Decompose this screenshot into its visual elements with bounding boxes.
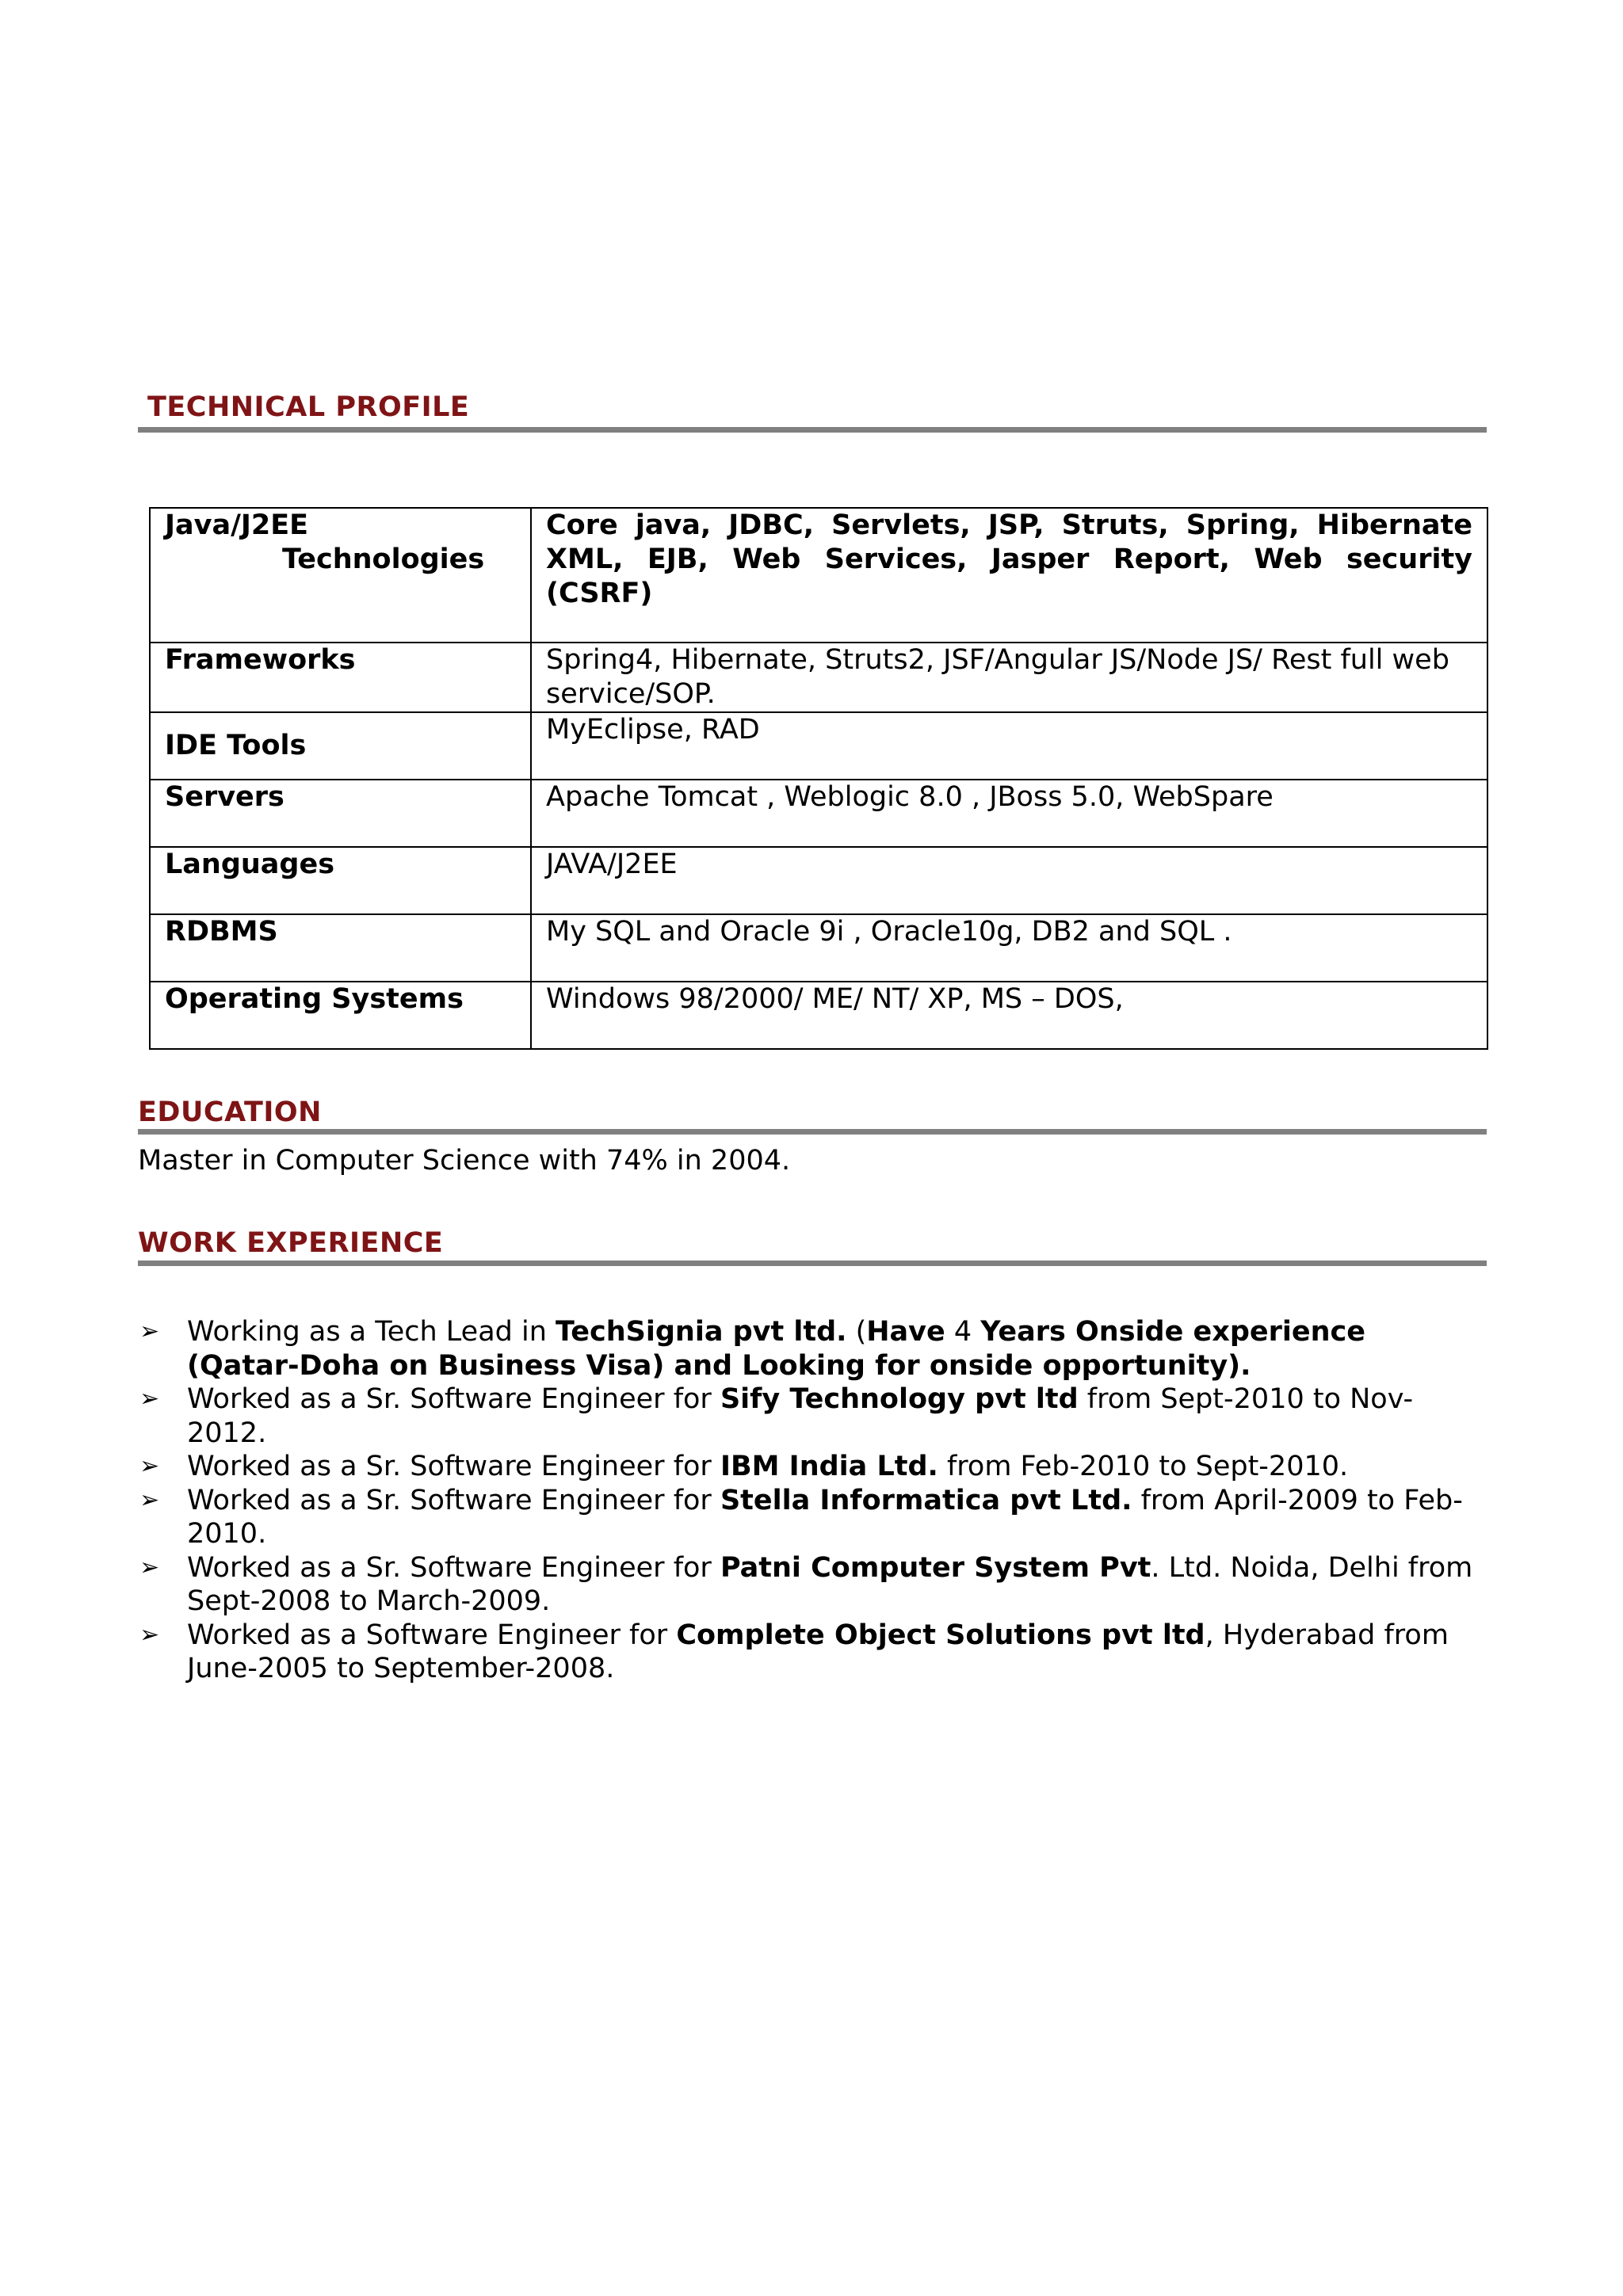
table-row <box>150 508 1487 643</box>
technical-profile-table <box>149 507 1488 1050</box>
row-value: MyEclipse, RAD <box>531 712 1487 780</box>
company-name: IBM India Ltd. <box>720 1451 938 1482</box>
item-text: Worked as a Sr. Software Engineer for <box>187 1383 720 1415</box>
company-name: Sify Technology pvt ltd <box>720 1383 1079 1415</box>
list-item <box>136 1619 1484 1686</box>
row-value: JAVA/J2EE <box>531 847 1487 914</box>
table-row <box>150 847 1487 914</box>
arrow-bullet-icon: ➢ <box>139 1318 160 1345</box>
item-text: ( <box>846 1316 867 1348</box>
work-experience-heading: WORK EXPERIENCE <box>138 1227 444 1259</box>
education-rule <box>138 1129 1487 1135</box>
item-text: Worked as a Sr. Software Engineer for <box>187 1551 720 1584</box>
row-value: Spring4, Hibernate, Struts2, JSF/Angular JS/Node JS/ Rest full web service/SOP. <box>531 643 1487 712</box>
item-text: from April-2009 to Feb-2010. <box>187 1484 1463 1550</box>
list-item <box>136 1315 1484 1383</box>
technical-profile-rule <box>138 427 1487 433</box>
item-text: from Sept-2010 to Nov-2012. <box>187 1383 1414 1449</box>
company-name: Stella Informatica pvt Ltd. <box>720 1484 1132 1516</box>
item-text: from Feb-2010 to Sept-2010. <box>938 1451 1349 1482</box>
item-text: Working as a Tech Lead in <box>187 1316 556 1348</box>
item-text: 4 <box>945 1316 981 1348</box>
company-name: Complete Object Solutions pvt ltd <box>676 1619 1205 1651</box>
row-label: Servers <box>150 780 531 847</box>
technical-profile-heading: TECHNICAL PROFILE <box>147 391 470 423</box>
row-value: Apache Tomcat , Weblogic 8.0 , JBoss 5.0, WebSpare <box>531 780 1487 847</box>
arrow-bullet-icon: ➢ <box>139 1486 160 1514</box>
item-text: . Ltd. Noida, Delhi from Sept-2008 to March-2009. <box>187 1551 1473 1617</box>
arrow-bullet-icon: ➢ <box>139 1385 160 1413</box>
row-label: Languages <box>150 847 531 914</box>
list-item <box>136 1383 1484 1450</box>
education-text: Master in Computer Science with 74% in 2004. <box>138 1145 791 1177</box>
table-row <box>150 780 1487 847</box>
row-label: Operating Systems <box>150 982 531 1049</box>
arrow-bullet-icon: ➢ <box>139 1553 160 1581</box>
table-row <box>150 914 1487 982</box>
item-text: , Hyderabad from June-2005 to September-2008. <box>187 1619 1449 1684</box>
arrow-bullet-icon: ➢ <box>139 1620 160 1649</box>
row-value: Windows 98/2000/ ME/ NT/ XP, MS – DOS, <box>531 982 1487 1049</box>
work-experience-rule <box>138 1261 1487 1266</box>
row-label-line2: Technologies <box>282 543 485 575</box>
list-item <box>136 1551 1484 1619</box>
row-label <box>150 508 531 643</box>
education-heading: EDUCATION <box>138 1097 322 1128</box>
row-label: IDE Tools <box>150 712 531 780</box>
table-row <box>150 982 1487 1049</box>
row-label: RDBMS <box>150 914 531 982</box>
list-item <box>136 1484 1484 1551</box>
table-row <box>150 712 1487 780</box>
company-name: TechSignia pvt ltd. <box>556 1316 847 1348</box>
list-item <box>136 1450 1484 1484</box>
company-name: Patni Computer System Pvt <box>720 1551 1151 1584</box>
item-text: Worked as a Sr. Software Engineer for <box>187 1451 720 1482</box>
item-text: Worked as a Software Engineer for <box>187 1619 677 1651</box>
item-bold-text: Years Onside experience (Qatar-Doha on Business Visa) and Looking for onside opportunity). <box>187 1316 1366 1382</box>
table-row <box>150 643 1487 712</box>
row-label-line1: Java/J2EE <box>165 509 309 541</box>
row-value: My SQL and Oracle 9i , Oracle10g, DB2 and SQL . <box>531 914 1487 982</box>
arrow-bullet-icon: ➢ <box>139 1452 160 1480</box>
item-text: Worked as a Sr. Software Engineer for <box>187 1484 720 1516</box>
row-value: Core java, JDBC, Servlets, JSP, Struts, Spring, Hibernate XML, EJB, Web Services, Jasper Report, Web security (CSRF) <box>531 508 1487 643</box>
row-label: Frameworks <box>150 643 531 712</box>
work-experience-list <box>136 1315 1484 1686</box>
item-bold-text: Have <box>866 1316 945 1348</box>
